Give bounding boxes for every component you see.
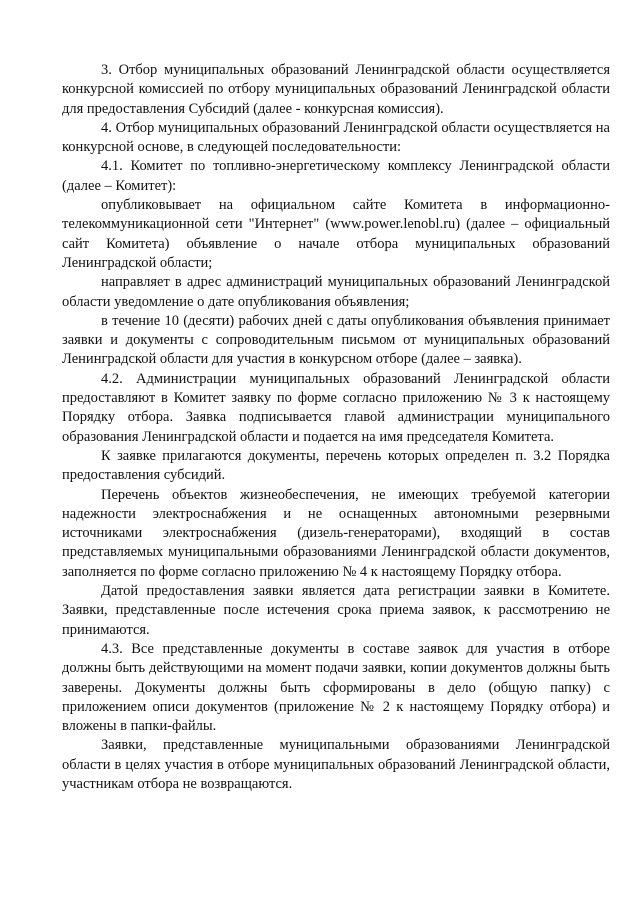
paragraph-4-1-committee: 4.1. Комитет по топливно-энергетическому комплексу Ленинградской области (далее – Комитет): <box>62 158 610 194</box>
paragraph-3-selection-commission: 3. Отбор муниципальных образований Ленинградской области осуществляется конкурсной комиссией по отбору муниципальных образований Ленинградской области для предоставления Субсидий (далее - конкурсная комиссия). <box>62 62 610 117</box>
paragraph-4-3-documents: 4.3. Все представленные документы в составе заявок для участия в отборе должны быть действующими на момент подачи заявки, копии документов должны быть заверены. Документы должны быть сформированы в дело (общую папку) с приложением описи документов (приложение № 2 к настоящему Порядку отбора) и вложены в папки-файлы. <box>62 640 610 735</box>
paragraph-application-date: Датой предоставления заявки является дата регистрации заявки в Комитете. Заявки, представленные после истечения срока приема заявок, к рассмотрению не принимаются. <box>62 583 610 638</box>
document-page <box>62 61 610 794</box>
paragraph-objects-list: Перечень объектов жизнеобеспечения, не имеющих требуемой категории надежности электроснабжения и не оснащенных автономными резервными источниками электроснабжения (дизель-генераторами), входящий в состав представляемых муниципальными образованиями Ленинградской области документов, заполняется по форме согласно приложению № 4 к настоящему Порядку отбора. <box>62 486 610 580</box>
paragraph-4-selection-order: 4. Отбор муниципальных образований Ленинградской области осуществляется на конкурсной основе, в следующей последовательности: <box>62 119 610 156</box>
paragraph-not-returned: Заявки, представленные муниципальными образованиями Ленинградской области в целях участия в отборе муниципальных образований Ленинградской области, участникам отбора не возвращаются. <box>62 737 610 792</box>
paragraph-sends-notification: направляет в адрес администраций муниципальных образований Ленинградской области уведомление о дате опубликования объявления; <box>62 274 610 310</box>
paragraph-attached-documents: К заявке прилагаются документы, перечень которых определен п. 3.2 Порядка предоставления субсидий. <box>62 447 610 484</box>
paragraph-accepts-applications: в течение 10 (десяти) рабочих дней с даты опубликования объявления принимает заявки и документы с сопроводительным письмом от муниципальных образований Ленинградской области для участия в конкурсном отборе (далее – заявка). <box>62 312 610 368</box>
paragraph-4-2-administrations: 4.2. Администрации муниципальных образований Ленинградской области предоставляют в Комитет заявку по форме согласно приложению № 3 к настоящему Порядку отбора. Заявка подписывается главой администрации муниципального образования Ленинградской области и подается на имя председателя Комитета. <box>62 370 610 445</box>
paragraph-publishes-announcement: опубликовывает на официальном сайте Комитета в информационно-телекоммуникационной сети "Интернет" (www.power.lenobl.ru) (далее – официальный сайт Комитета) объявление о начале отбора муниципальных образований Ленинградской области; <box>62 197 610 271</box>
